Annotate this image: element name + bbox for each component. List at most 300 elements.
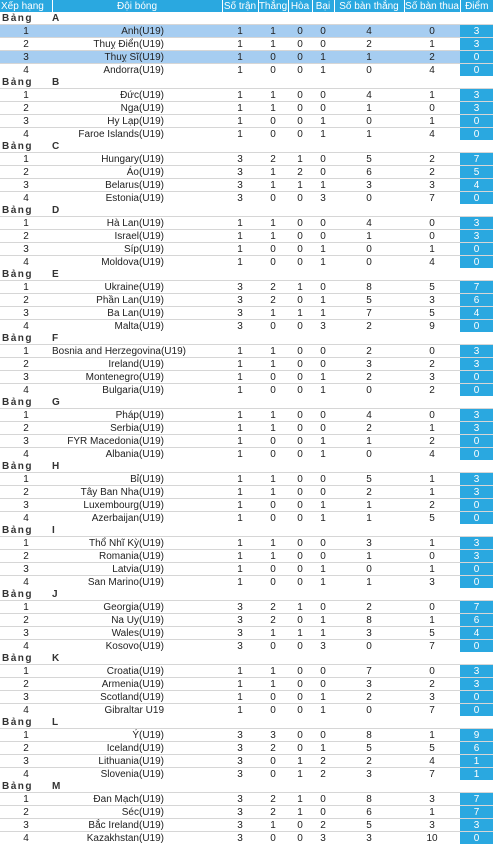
points-cell: 7 [460,806,493,819]
table-row[interactable] [0,435,493,448]
group-header [0,524,493,537]
played-cell: 1 [222,435,258,448]
played-cell: 1 [222,128,258,141]
goals-for-cell: 1 [334,512,404,525]
played-cell: 1 [222,102,258,115]
goals-for-cell: 7 [334,307,404,320]
lost-cell: 1 [312,115,334,128]
table-row[interactable] [0,38,493,51]
table-row[interactable] [0,768,493,781]
played-cell: 1 [222,691,258,704]
goals-against-cell: 3 [404,371,460,384]
played-cell: 1 [222,473,258,486]
group-header [0,460,493,473]
rank-cell: 4 [0,832,52,844]
header-points[interactable]: Điểm [460,0,493,12]
played-cell: 1 [222,550,258,563]
table-row[interactable] [0,243,493,256]
group-letter: E [52,268,222,281]
team-name[interactable]: Moldova(U19) [52,256,222,269]
table-row[interactable] [0,755,493,768]
team-name[interactable]: Ukraine(U19) [52,281,222,294]
goals-for-cell: 0 [334,384,404,397]
goals-against-cell: 7 [404,640,460,653]
lost-cell: 0 [312,729,334,742]
team-name[interactable]: Albania(U19) [52,448,222,461]
points-cell: 7 [460,281,493,294]
team-name[interactable]: Armenia(U19) [52,678,222,691]
points-cell: 6 [460,742,493,755]
lost-cell: 1 [312,742,334,755]
goals-for-cell: 1 [334,576,404,589]
points-cell: 3 [460,217,493,230]
team-name[interactable]: Phần Lan(U19) [52,294,222,307]
table-row[interactable] [0,640,493,653]
table-row[interactable] [0,422,493,435]
played-cell: 3 [222,179,258,192]
played-cell: 1 [222,448,258,461]
goals-against-cell: 1 [404,614,460,627]
group-label: Bảng [0,12,52,25]
rank-cell: 4 [0,576,52,589]
team-name[interactable]: Latvia(U19) [52,563,222,576]
won-cell: 1 [258,678,288,691]
goals-for-cell: 7 [334,665,404,678]
group-spacer [222,588,493,601]
table-row[interactable] [0,614,493,627]
table-row[interactable] [0,166,493,179]
drawn-cell: 0 [288,742,312,755]
goals-against-cell: 10 [404,832,460,844]
team-name[interactable]: Hy Lạp(U19) [52,115,222,128]
team-name[interactable]: Hungary(U19) [52,153,222,166]
lost-cell: 0 [312,230,334,243]
drawn-cell: 0 [288,832,312,844]
table-row[interactable] [0,384,493,397]
header-won[interactable]: Thắng [258,0,288,12]
group-letter: H [52,460,222,473]
points-cell: 3 [460,537,493,550]
table-row[interactable] [0,256,493,269]
played-cell: 3 [222,320,258,333]
team-name[interactable]: Andorra(U19) [52,64,222,77]
lost-cell: 1 [312,563,334,576]
table-row[interactable] [0,486,493,499]
group-header [0,588,493,601]
team-name[interactable]: Serbia(U19) [52,422,222,435]
rank-cell: 3 [0,627,52,640]
team-name[interactable]: Bỉ(U19) [52,473,222,486]
points-cell: 6 [460,294,493,307]
rank-cell: 2 [0,550,52,563]
lost-cell: 0 [312,89,334,102]
table-row[interactable] [0,832,493,844]
goals-against-cell: 2 [404,166,460,179]
team-name[interactable]: Hà Lan(U19) [52,217,222,230]
table-row[interactable] [0,128,493,141]
team-name[interactable]: Montenegro(U19) [52,371,222,384]
group-header [0,76,493,89]
table-row[interactable] [0,64,493,77]
table-row[interactable] [0,665,493,678]
team-name[interactable]: Iceland(U19) [52,742,222,755]
won-cell: 1 [258,166,288,179]
lost-cell: 0 [312,601,334,614]
table-row[interactable] [0,499,493,512]
header-drawn[interactable]: Hòa [288,0,312,12]
goals-against-cell: 4 [404,128,460,141]
won-cell: 2 [258,614,288,627]
table-row[interactable] [0,102,493,115]
rank-cell: 3 [0,563,52,576]
drawn-cell: 0 [288,102,312,115]
team-name[interactable]: Na Uy(U19) [52,614,222,627]
points-cell: 5 [460,166,493,179]
rank-cell: 3 [0,243,52,256]
goals-for-cell: 3 [334,832,404,844]
played-cell: 1 [222,89,258,102]
played-cell: 1 [222,256,258,269]
table-row[interactable] [0,704,493,717]
goals-against-cell: 0 [404,102,460,115]
team-name[interactable]: Bosnia and Herzegovina(U19) [52,345,222,358]
rank-cell: 3 [0,371,52,384]
goals-against-cell: 1 [404,38,460,51]
lost-cell: 0 [312,473,334,486]
drawn-cell: 0 [288,217,312,230]
goals-for-cell: 2 [334,486,404,499]
team-name[interactable]: Pháp(U19) [52,409,222,422]
goals-against-cell: 5 [404,627,460,640]
header-pos[interactable]: Xếp hạng [0,0,52,12]
played-cell: 1 [222,38,258,51]
table-row[interactable] [0,678,493,691]
won-cell: 0 [258,704,288,717]
goals-against-cell: 0 [404,550,460,563]
goals-for-cell: 6 [334,166,404,179]
team-name[interactable]: Nga(U19) [52,102,222,115]
table-row[interactable] [0,89,493,102]
won-cell: 0 [258,64,288,77]
team-name[interactable]: Georgia(U19) [52,601,222,614]
drawn-cell: 0 [288,192,312,205]
goals-for-cell: 1 [334,51,404,64]
table-row[interactable] [0,358,493,371]
lost-cell: 3 [312,832,334,844]
won-cell: 2 [258,281,288,294]
played-cell: 1 [222,499,258,512]
points-cell: 3 [460,102,493,115]
team-name[interactable]: Wales(U19) [52,627,222,640]
group-spacer [222,204,493,217]
played-cell: 1 [222,704,258,717]
points-cell: 3 [460,678,493,691]
rank-cell: 2 [0,806,52,819]
played-cell: 1 [222,371,258,384]
goals-against-cell: 1 [404,473,460,486]
header-goals-against[interactable]: Số bàn thua [404,0,460,12]
group-letter: K [52,652,222,665]
won-cell: 1 [258,179,288,192]
table-row[interactable] [0,294,493,307]
team-name[interactable]: Kosovo(U19) [52,640,222,653]
team-name[interactable]: Kazakhstan(U19) [52,832,222,844]
team-name[interactable]: Anh(U19) [52,25,222,38]
points-cell: 0 [460,435,493,448]
rank-cell: 3 [0,51,52,64]
table-row[interactable] [0,742,493,755]
table-row[interactable] [0,25,493,38]
played-cell: 3 [222,729,258,742]
header-played[interactable]: Số trận [222,0,258,12]
drawn-cell: 0 [288,435,312,448]
group-label: Bảng [0,524,52,537]
team-name[interactable]: Israel(U19) [52,230,222,243]
table-row[interactable] [0,793,493,806]
rank-cell: 3 [0,499,52,512]
table-row[interactable] [0,576,493,589]
table-row[interactable] [0,729,493,742]
won-cell: 1 [258,345,288,358]
points-cell: 3 [460,345,493,358]
table-row[interactable] [0,473,493,486]
team-name[interactable]: Bulgaria(U19) [52,384,222,397]
rank-cell: 1 [0,25,52,38]
group-label: Bảng [0,204,52,217]
lost-cell: 0 [312,217,334,230]
drawn-cell: 0 [288,473,312,486]
won-cell: 2 [258,793,288,806]
drawn-cell: 0 [288,256,312,269]
rank-cell: 1 [0,729,52,742]
goals-for-cell: 8 [334,729,404,742]
points-cell: 3 [460,25,493,38]
table-row[interactable] [0,806,493,819]
group-spacer [222,396,493,409]
lost-cell: 1 [312,179,334,192]
goals-for-cell: 5 [334,473,404,486]
goals-for-cell: 2 [334,38,404,51]
drawn-cell: 1 [288,281,312,294]
header-goals-for[interactable]: Số bàn thắng [334,0,404,12]
drawn-cell: 0 [288,294,312,307]
team-name[interactable]: Gibraltar U19 [52,704,222,717]
lost-cell: 0 [312,38,334,51]
goals-for-cell: 3 [334,768,404,781]
won-cell: 1 [258,665,288,678]
points-cell: 6 [460,614,493,627]
table-row[interactable] [0,691,493,704]
rank-cell: 4 [0,384,52,397]
played-cell: 3 [222,192,258,205]
won-cell: 0 [258,755,288,768]
table-row[interactable] [0,627,493,640]
goals-against-cell: 0 [404,409,460,422]
team-name[interactable]: Estonia(U19) [52,192,222,205]
table-row[interactable] [0,115,493,128]
won-cell: 0 [258,691,288,704]
points-cell: 0 [460,115,493,128]
points-cell: 4 [460,307,493,320]
drawn-cell: 1 [288,179,312,192]
won-cell: 1 [258,89,288,102]
played-cell: 1 [222,422,258,435]
goals-against-cell: 3 [404,576,460,589]
group-label: Bảng [0,652,52,665]
won-cell: 1 [258,550,288,563]
lost-cell: 1 [312,691,334,704]
won-cell: 2 [258,153,288,166]
table-row[interactable] [0,192,493,205]
team-name[interactable]: Romania(U19) [52,550,222,563]
team-name[interactable]: Ireland(U19) [52,358,222,371]
points-cell: 0 [460,448,493,461]
drawn-cell: 0 [288,422,312,435]
group-letter: D [52,204,222,217]
won-cell: 0 [258,576,288,589]
goals-against-cell: 9 [404,320,460,333]
group-header [0,204,493,217]
table-row[interactable] [0,230,493,243]
group-spacer [222,780,493,793]
rank-cell: 4 [0,320,52,333]
rank-cell: 2 [0,742,52,755]
won-cell: 1 [258,627,288,640]
team-name[interactable]: Faroe Islands(U19) [52,128,222,141]
team-name[interactable]: Ý(U19) [52,729,222,742]
table-row[interactable] [0,320,493,333]
lost-cell: 1 [312,499,334,512]
team-name[interactable]: Ba Lan(U19) [52,307,222,320]
team-name[interactable]: Luxembourg(U19) [52,499,222,512]
team-name[interactable]: Croatia(U19) [52,665,222,678]
team-name[interactable]: Thuỵ Điển(U19) [52,38,222,51]
table-row[interactable] [0,512,493,525]
drawn-cell: 1 [288,755,312,768]
team-name[interactable]: Đức(U19) [52,89,222,102]
table-row[interactable] [0,409,493,422]
table-row[interactable] [0,448,493,461]
team-name[interactable]: Scotland(U19) [52,691,222,704]
rank-cell: 2 [0,614,52,627]
table-row[interactable] [0,217,493,230]
team-name[interactable]: Séc(U19) [52,806,222,819]
goals-against-cell: 2 [404,153,460,166]
team-name[interactable]: San Marino(U19) [52,576,222,589]
goals-for-cell: 0 [334,192,404,205]
team-name[interactable]: Bắc Ireland(U19) [52,819,222,832]
played-cell: 1 [222,25,258,38]
table-row[interactable] [0,51,493,64]
group-spacer [222,268,493,281]
goals-against-cell: 7 [404,704,460,717]
team-name[interactable]: Síp(U19) [52,243,222,256]
rank-cell: 2 [0,358,52,371]
team-name[interactable]: Thổ Nhĩ Kỳ(U19) [52,537,222,550]
team-name[interactable]: Slovenia(U19) [52,768,222,781]
goals-against-cell: 5 [404,742,460,755]
lost-cell: 1 [312,448,334,461]
team-name[interactable]: Đan Mạch(U19) [52,793,222,806]
lost-cell: 1 [312,614,334,627]
goals-for-cell: 1 [334,230,404,243]
played-cell: 1 [222,243,258,256]
header-lost[interactable]: Bại [312,0,334,12]
group-header [0,332,493,345]
team-name[interactable]: Thuỵ Sĩ(U19) [52,51,222,64]
table-row[interactable] [0,307,493,320]
drawn-cell: 1 [288,627,312,640]
goals-for-cell: 1 [334,128,404,141]
goals-against-cell: 2 [404,499,460,512]
drawn-cell: 1 [288,153,312,166]
drawn-cell: 1 [288,768,312,781]
goals-for-cell: 2 [334,371,404,384]
goals-against-cell: 5 [404,512,460,525]
group-label: Bảng [0,716,52,729]
group-label: Bảng [0,780,52,793]
won-cell: 0 [258,512,288,525]
group-letter: B [52,76,222,89]
goals-against-cell: 1 [404,115,460,128]
lost-cell: 3 [312,640,334,653]
header-team[interactable]: Đội bóng [52,0,222,12]
played-cell: 1 [222,64,258,77]
team-name[interactable]: Lithuania(U19) [52,755,222,768]
won-cell: 1 [258,358,288,371]
table-row[interactable] [0,601,493,614]
team-name[interactable]: Azerbaijan(U19) [52,512,222,525]
table-row[interactable] [0,550,493,563]
points-cell: 9 [460,729,493,742]
group-letter: F [52,332,222,345]
rank-cell: 1 [0,473,52,486]
rank-cell: 4 [0,512,52,525]
table-row[interactable] [0,537,493,550]
group-header [0,12,493,25]
group-label: Bảng [0,332,52,345]
rank-cell: 3 [0,307,52,320]
points-cell: 7 [460,153,493,166]
goals-for-cell: 3 [334,179,404,192]
lost-cell: 1 [312,435,334,448]
team-name[interactable]: FYR Macedonia(U19) [52,435,222,448]
table-row[interactable] [0,563,493,576]
table-row[interactable] [0,345,493,358]
table-row[interactable] [0,819,493,832]
won-cell: 0 [258,371,288,384]
table-row[interactable] [0,153,493,166]
team-name[interactable]: Áo(U19) [52,166,222,179]
table-row[interactable] [0,179,493,192]
team-name[interactable]: Malta(U19) [52,320,222,333]
played-cell: 3 [222,281,258,294]
points-cell: 0 [460,320,493,333]
team-name[interactable]: Belarus(U19) [52,179,222,192]
won-cell: 1 [258,38,288,51]
played-cell: 3 [222,153,258,166]
won-cell: 2 [258,601,288,614]
table-row[interactable] [0,281,493,294]
lost-cell: 0 [312,793,334,806]
played-cell: 3 [222,755,258,768]
rank-cell: 1 [0,409,52,422]
team-name[interactable]: Tây Ban Nha(U19) [52,486,222,499]
played-cell: 3 [222,768,258,781]
table-row[interactable] [0,371,493,384]
won-cell: 1 [258,537,288,550]
won-cell: 0 [258,384,288,397]
